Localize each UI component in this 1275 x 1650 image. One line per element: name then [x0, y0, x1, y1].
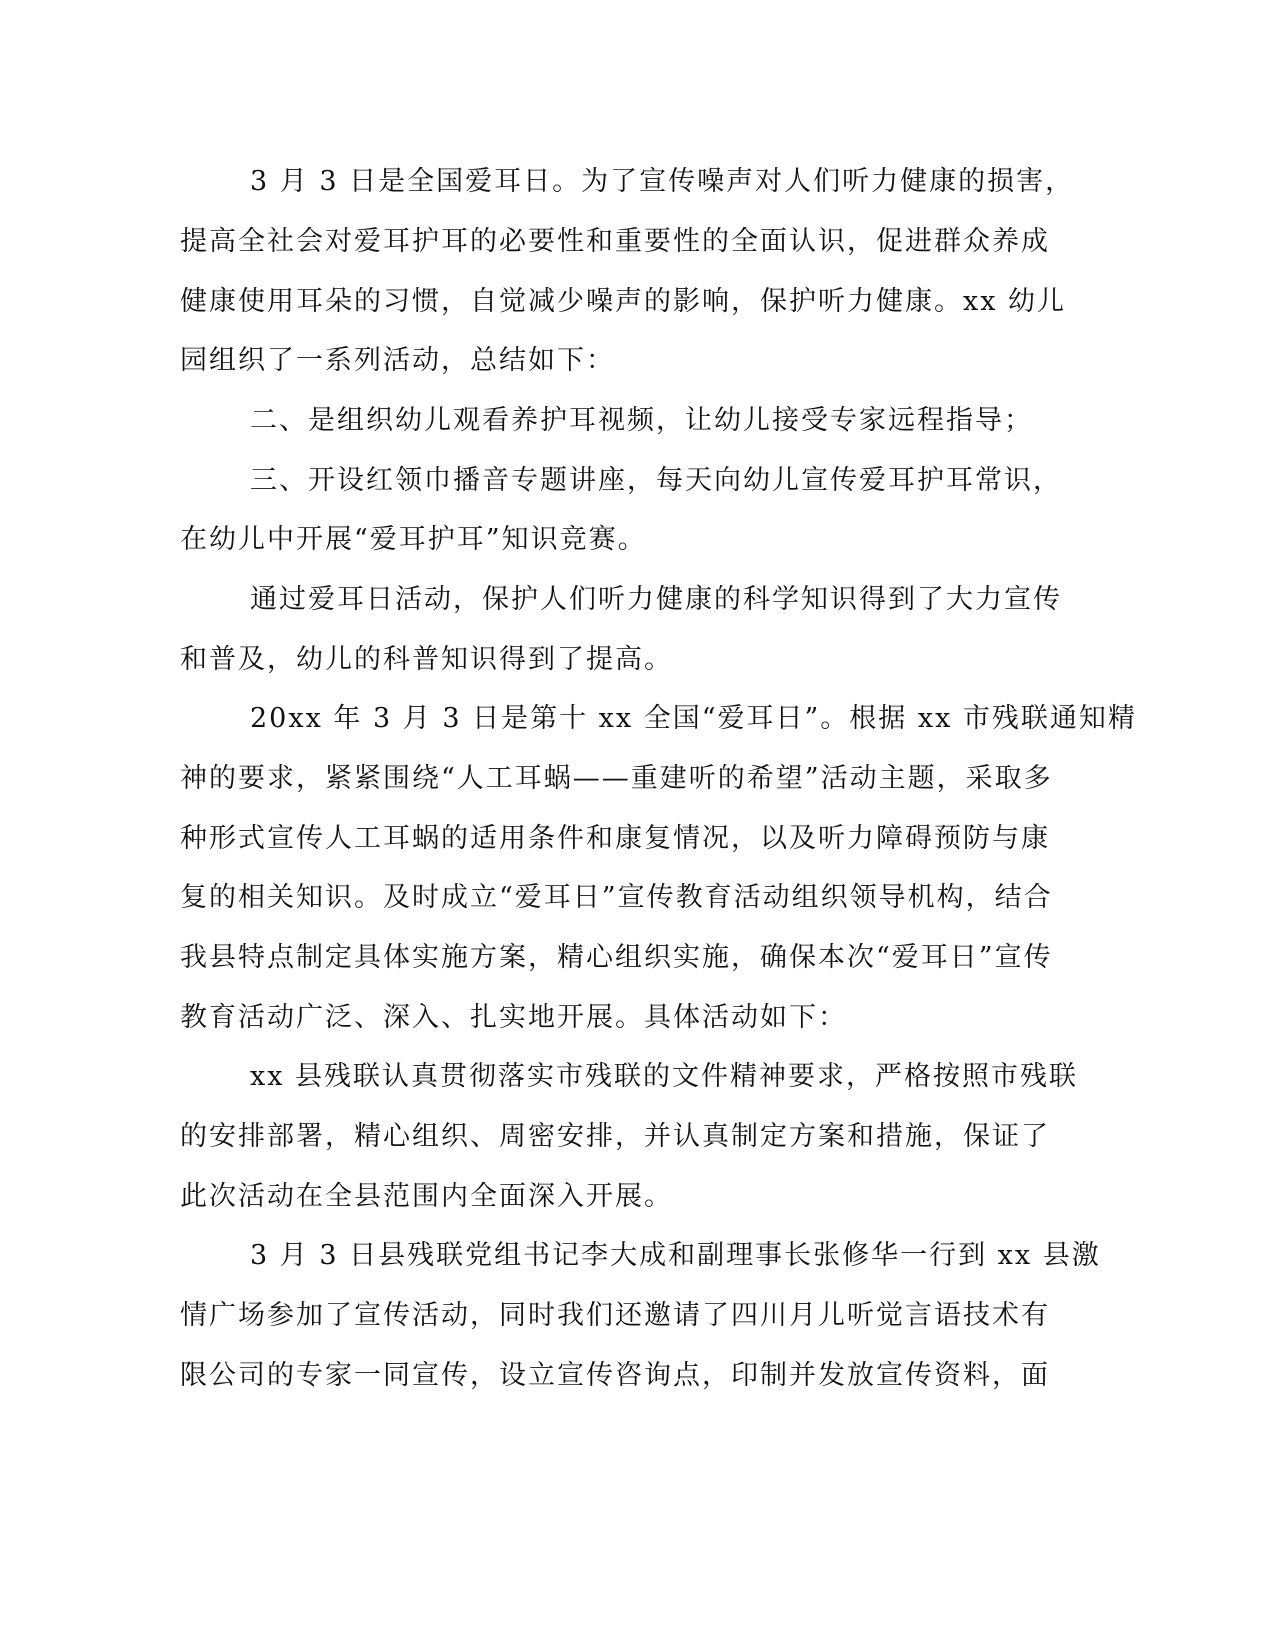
text-line: 神的要求，紧紧围绕“人工耳蜗——重建听的希望”活动主题，采取多 — [180, 763, 1053, 794]
text-line: 的安排部署，精心组织、周密安排，并认真制定方案和措施，保证了 — [180, 1121, 1050, 1152]
text-line: 种形式宣传人工耳蜗的适用条件和康复情况，以及听力障碍预防与康 — [180, 823, 1050, 854]
text-line: 在幼儿中开展“爱耳护耳”知识竞赛。 — [180, 524, 647, 555]
text-line: 健康使用耳朵的习惯，自觉减少噪声的影响，保护听力健康。xx 幼儿 — [180, 286, 1067, 317]
text-line: 园组织了一系列活动，总结如下： — [180, 345, 615, 376]
text-line: 3 月 3 日县残联党组书记李大成和副理事长张修华一行到 xx 县激 — [250, 1240, 1101, 1271]
text-line: 限公司的专家一同宣传，设立宣传咨询点，印制并发放宣传资料，面 — [180, 1360, 1050, 1391]
text-line: 我县特点制定具体实施方案，精心组织实施，确保本次“爱耳日”宣传 — [180, 942, 1053, 973]
text-line: 三、开设红领巾播音专题讲座，每天向幼儿宣传爱耳护耳常识， — [250, 465, 1062, 496]
text-line: 此次活动在全县范围内全面深入开展。 — [180, 1181, 673, 1212]
text-line: 提高全社会对爱耳护耳的必要性和重要性的全面认识，促进群众养成 — [180, 226, 1050, 257]
text-line: 20xx 年 3 月 3 日是第十 xx 全国“爱耳日”。根据 xx 市残联通知精 — [250, 703, 1137, 734]
text-line: 二、是组织幼儿观看养护耳视频，让幼儿接受专家远程指导； — [250, 405, 1033, 436]
text-line: 情广场参加了宣传活动，同时我们还邀请了四川月儿听觉言语技术有 — [180, 1300, 1050, 1331]
text-line: 3 月 3 日是全国爱耳日。为了宣传噪声对人们听力健康的损害， — [250, 166, 1075, 197]
text-line: xx 县残联认真贯彻落实市残联的文件精神要求，严格按照市残联 — [250, 1061, 1079, 1092]
text-line: 和普及，幼儿的科普知识得到了提高。 — [180, 644, 673, 675]
text-line: 教育活动广泛、深入、扎实地开展。具体活动如下： — [180, 1002, 847, 1033]
text-line: 通过爱耳日活动，保护人们听力健康的科学知识得到了大力宣传 — [250, 584, 1062, 615]
text-line: 复的相关知识。及时成立“爱耳日”宣传教育活动组织领导机构，结合 — [180, 882, 1053, 913]
